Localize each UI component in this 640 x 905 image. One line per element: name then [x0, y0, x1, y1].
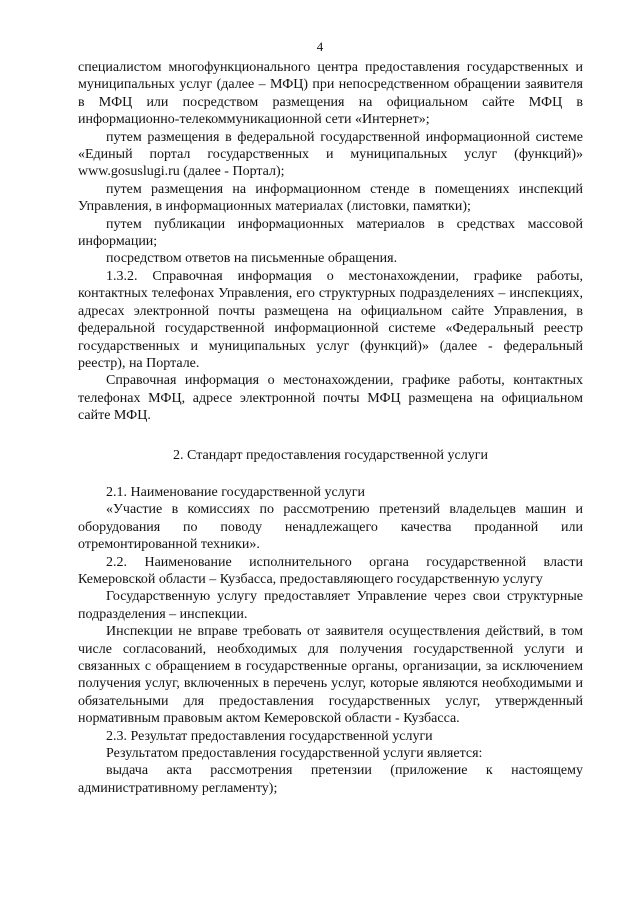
paragraph: «Участие в комиссиях по рассмотрению претензий владельцев машин и оборудования по поводу ненадлежащего качества проданной или отремонтированной техники». — [78, 502, 583, 553]
subsection-heading: 2.1. Наименование государственной услуги — [106, 484, 365, 500]
paragraph: путем размещения в федеральной государственной информационной системе «Единый портал государственных и муниципальных услуг (функций)» www.gosuslugi.ru (далее - Портал); — [78, 129, 583, 180]
paragraph: Справочная информация о местонахождении, графике работы, контактных телефонах МФЦ, адресе электронной почты МФЦ размещена на официальном сайте МФЦ. — [78, 373, 583, 424]
paragraph: специалистом многофункционального центра предоставления государственных и муниципальных услуг (далее – МФЦ) при непосредственном обращении заявителя в МФЦ или посредством размещения на официальном сайте МФЦ в информационно-телекоммуникационной сети «Интернет»; — [78, 60, 583, 128]
paragraph: 1.3.2. Справочная информация о местонахождении, графике работы, контактных телефонах Управления, его структурных подразделениях – инспекциях, адресах электронной почты размещена на официальном сайте Управления, в федеральной государственной информационной системе «Федеральный реестр государственных и муниципальных услуг (функций)» (далее - федеральный реестр), на Портале. — [78, 268, 583, 371]
section-heading: 2. Стандарт предоставления государственной услуги — [173, 447, 488, 463]
paragraph: Инспекции не вправе требовать от заявителя осуществления действий, в том числе согласований, необходимых для получения государственной услуги и связанных с обращением в государственные органы, организации, за исключением получения услуг, включенных в перечень услуг, которые являются необходимыми и обязательными для предоставления государственных услуг, утвержденный нормативным правовым актом Кемеровской области - Кузбасса. — [78, 624, 583, 727]
document-body — [78, 59, 583, 797]
subsection-heading: 2.3. Результат предоставления государственной услуги — [106, 728, 433, 744]
paragraph: Результатом предоставления государственной услуги является: — [106, 746, 483, 762]
paragraph: посредством ответов на письменные обращения. — [106, 251, 398, 267]
paragraph: путем размещения на информационном стенде в помещениях инспекций Управления, в информационных материалах (листовки, памятки); — [78, 181, 583, 215]
paragraph: путем публикации информационных материалов в средствах массовой информации; — [78, 216, 583, 250]
subsection-heading: 2.2. Наименование исполнительного органа государственной власти Кемеровской области – Кузбасса, предоставляющего государственную услугу — [78, 554, 583, 587]
paragraph: выдача акта рассмотрения претензии (приложение к настоящему административному регламенту); — [78, 763, 583, 796]
paragraph: Государственную услугу предоставляет Управление через свои структурные подразделения – инспекции. — [78, 589, 583, 622]
page-number: 4 — [316, 39, 324, 54]
